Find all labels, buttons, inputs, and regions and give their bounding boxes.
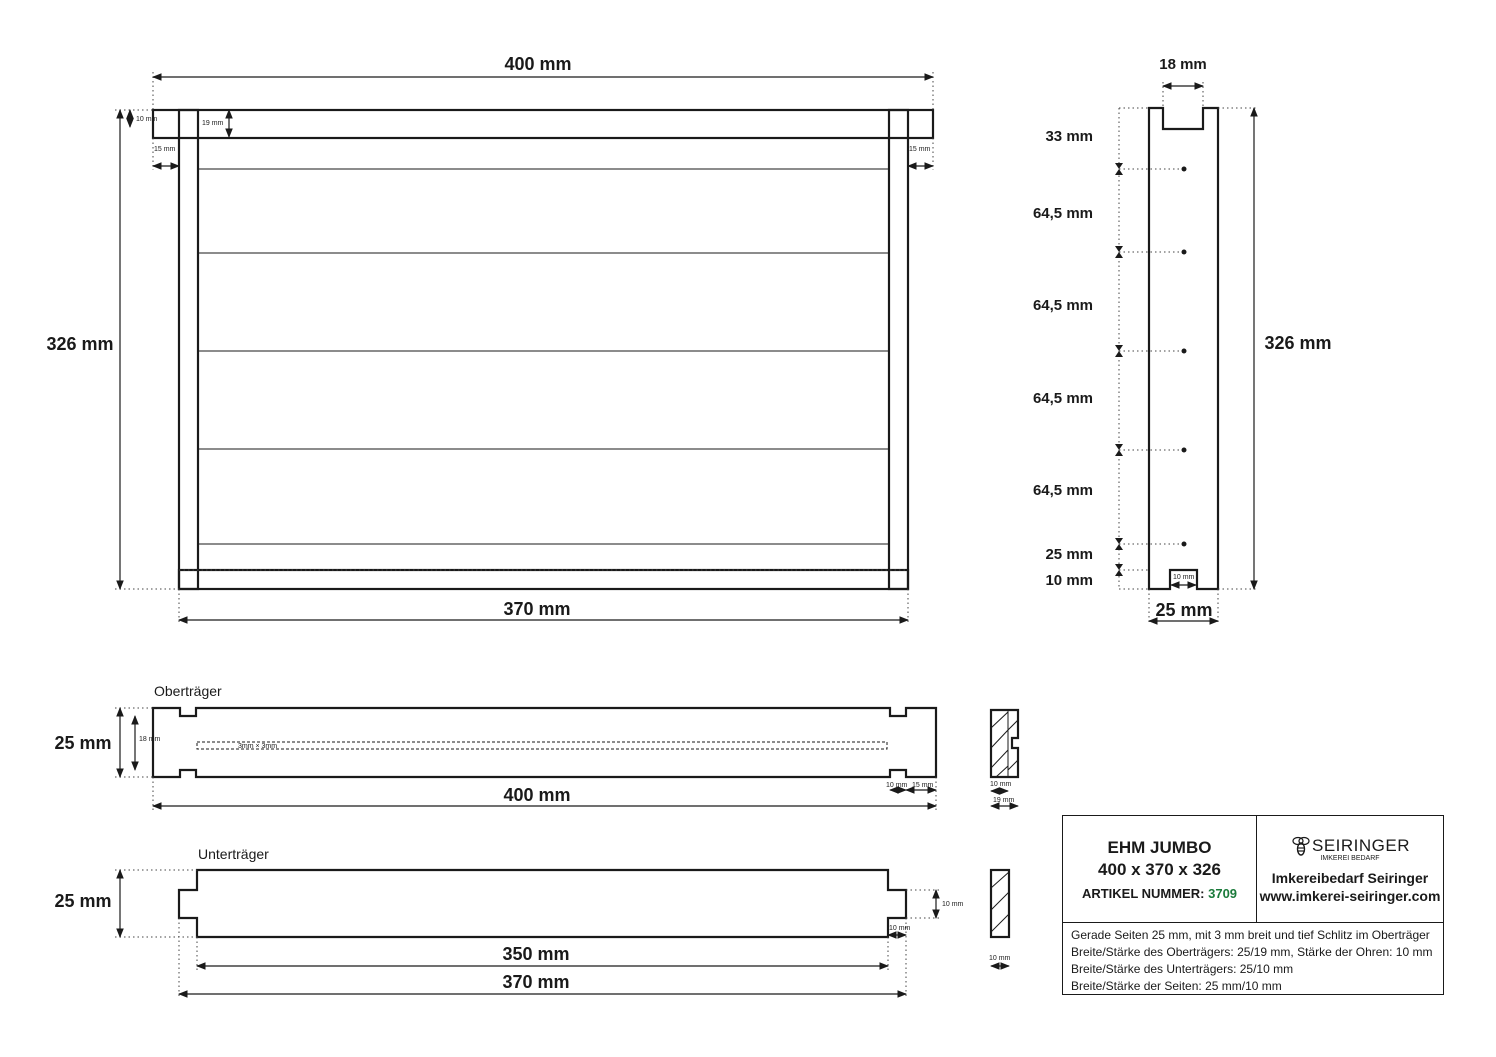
wire-hole	[1182, 167, 1187, 172]
segment-label: 64,5 mm	[1032, 482, 1093, 499]
side-width-bottom-label: 25 mm	[1155, 600, 1213, 620]
segment-label: 33 mm	[1045, 128, 1093, 145]
top-bar-height-label: 25 mm	[54, 733, 112, 753]
segment-label: 64,5 mm	[1032, 390, 1093, 407]
title-block	[1062, 815, 1444, 995]
article-label: ARTIKEL NUMMER:	[1081, 885, 1205, 901]
top-bar-thickness-label: 19 mm	[202, 120, 224, 127]
segment-label: 25 mm	[1045, 546, 1093, 563]
slot-label: 3mm × 3mm	[238, 743, 278, 750]
wire-hole	[1182, 448, 1187, 453]
front-height-label: 326 mm	[46, 334, 114, 354]
bottom-bar-height-label: 25 mm	[54, 891, 112, 911]
article-number-row	[1082, 886, 1237, 901]
bottom-bar-detail	[54, 846, 1010, 998]
side-offset-right-label: 15 mm	[909, 146, 931, 153]
side-profile	[1149, 108, 1218, 589]
front-width-bottom-label: 370 mm	[503, 599, 571, 619]
note-line: Breite/Stärke der Seiten: 25 mm/10 mm	[1071, 979, 1282, 993]
specification-notes	[1063, 922, 1443, 994]
top-bar-cross-section	[990, 710, 1018, 806]
top-bar-title: Oberträger	[154, 683, 222, 699]
product-size: 400 x 370 x 326	[1098, 859, 1221, 879]
side-offset-left-label: 15 mm	[154, 146, 176, 153]
front-width-top-label: 400 mm	[504, 54, 572, 74]
article-number: 3709	[1208, 885, 1238, 901]
note-line: Breite/Stärke des Unterträgers: 25/10 mm	[1071, 962, 1294, 976]
wire-hole	[1182, 349, 1187, 354]
note-line: Breite/Stärke des Oberträgers: 25/19 mm, Stärke der Ohren: 10 mm	[1071, 945, 1433, 959]
top-bar-slot	[197, 742, 887, 749]
bottom-bar-inner-length-label: 350 mm	[502, 944, 570, 964]
front-bottom-bar	[179, 570, 908, 589]
top-bar-inner-label: 18 mm	[139, 736, 161, 743]
bee-icon	[1290, 835, 1312, 857]
segment-label: 10 mm	[1045, 572, 1093, 589]
ear-thickness-label: 10 mm	[136, 116, 158, 123]
bottom-bar-length-label: 370 mm	[502, 972, 570, 992]
bottom-bar-cross-section	[989, 870, 1011, 966]
top-bar-detail	[54, 683, 1018, 810]
company-info	[1257, 816, 1443, 922]
note-line: Gerade Seiten 25 mm, mit 3 mm breit und tief Schlitz im Oberträger	[1071, 928, 1430, 942]
front-left-side	[179, 110, 198, 589]
side-slot-label: 10 mm	[1173, 574, 1195, 581]
top-bar-notch-label: 15 mm	[912, 782, 934, 789]
brand-name: SEIRINGER	[1311, 835, 1411, 855]
product-info	[1063, 816, 1257, 922]
front-view	[46, 54, 933, 625]
brand-subtitle: IMKEREI BEDARF	[1320, 854, 1380, 862]
company-name: Imkereibedarf Seiringer	[1271, 869, 1429, 886]
side-height-label: 326 mm	[1264, 333, 1332, 353]
front-right-side	[889, 110, 908, 589]
top-bar-ear-label: 10 mm	[886, 782, 908, 789]
bottom-bar-outline	[179, 870, 906, 937]
company-website: www.imkerei-seiringer.com	[1259, 887, 1441, 904]
bottom-notch-height-label: 10 mm	[942, 901, 964, 908]
wire-hole	[1182, 542, 1187, 547]
front-top-bar	[153, 110, 933, 138]
bottom-notch-depth-label: 10 mm	[889, 925, 911, 932]
top-bar-length-label: 400 mm	[503, 785, 571, 805]
segment-label: 64,5 mm	[1032, 205, 1093, 222]
side-width-top-label: 18 mm	[1159, 56, 1207, 73]
wire-hole	[1182, 250, 1187, 255]
bottom-section-label: 10 mm	[989, 955, 1011, 962]
bottom-bar-title: Unterträger	[198, 846, 269, 862]
product-name: EHM JUMBO	[1107, 837, 1212, 857]
section-b-label: 19 mm	[993, 797, 1015, 804]
section-a-label: 10 mm	[990, 781, 1012, 788]
side-view	[1033, 56, 1332, 625]
brand-logo	[1290, 835, 1410, 857]
segment-label: 64,5 mm	[1032, 297, 1093, 314]
